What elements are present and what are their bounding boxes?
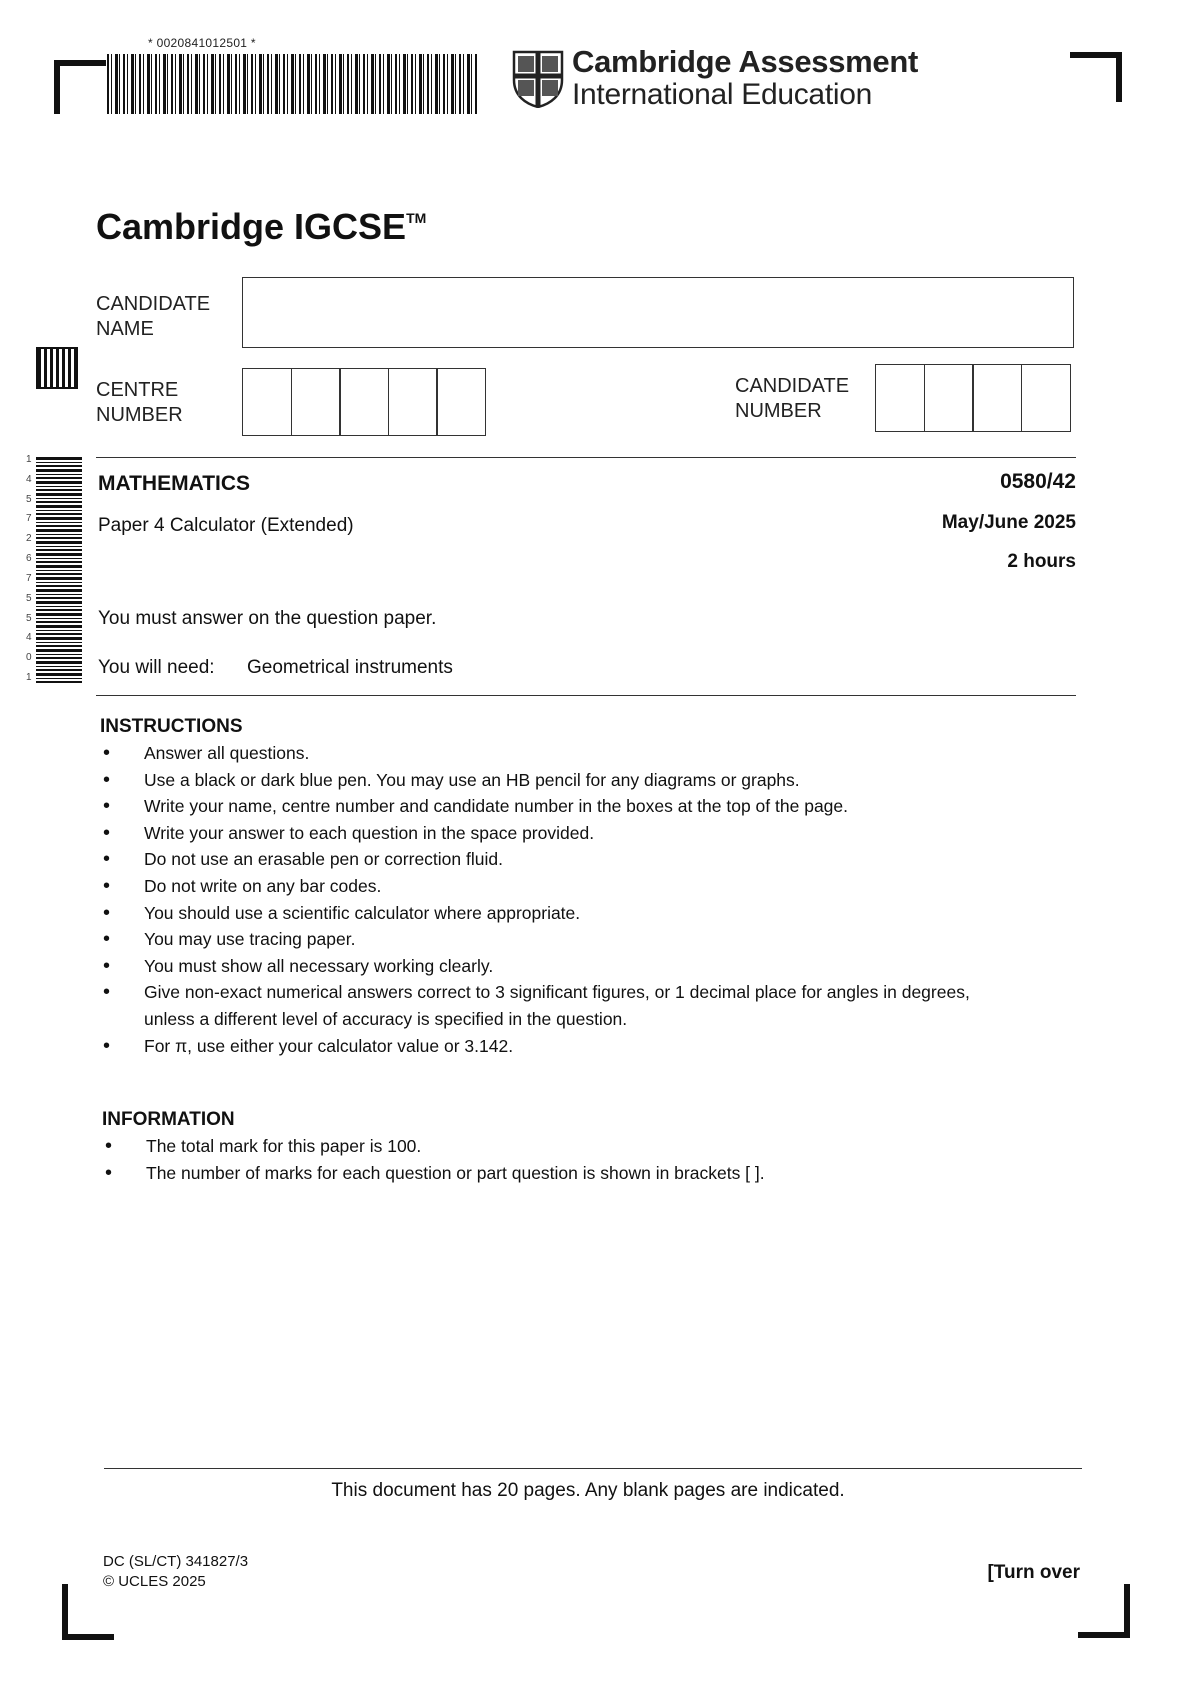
- qr-code: [36, 347, 78, 389]
- paper-title: Paper 4 Calculator (Extended): [98, 515, 354, 536]
- list-item: • Write your answer to each question in the space provided.: [98, 820, 1068, 847]
- exam-session: May/June 2025: [941, 512, 1076, 533]
- logo-line-1: Cambridge Assessment: [572, 44, 919, 79]
- centre-number-cell[interactable]: [436, 368, 486, 436]
- logo-line-2: International Education: [572, 78, 872, 111]
- candidate-number-cell[interactable]: [1021, 364, 1071, 432]
- barcode: [107, 54, 479, 114]
- information-title: INFORMATION: [102, 1109, 235, 1130]
- candidate-number-field[interactable]: [875, 364, 1071, 432]
- list-item: • Do not use an erasable pen or correction fluid.: [98, 846, 1068, 873]
- need-value: Geometrical instruments: [247, 657, 453, 678]
- exam-duration: 2 hours: [1007, 551, 1076, 572]
- centre-number-cell[interactable]: [291, 368, 341, 436]
- barcode-number: * 0020841012501 *: [148, 36, 256, 50]
- cambridge-crest-icon: [512, 50, 564, 108]
- list-item: • For π, use either your calculator value or 3.142.: [98, 1033, 1068, 1060]
- crop-mark-top-left: [54, 60, 106, 114]
- crop-mark-bottom-right: [1078, 1584, 1130, 1638]
- list-item: • Give non-exact numerical answers correct to 3 significant figures, or 1 decimal place for angles in degrees, unless a different level of accuracy is specified in the question.: [98, 979, 1024, 1032]
- candidate-name-label: CANDIDATE NAME: [96, 293, 211, 340]
- centre-number-label: CENTRE NUMBER: [96, 379, 183, 426]
- crop-mark-bottom-left: [62, 1584, 114, 1640]
- side-barcode-digits: 1 4 5 7 2 6 7 5 5 4 0 1: [26, 454, 32, 683]
- candidate-number-cell[interactable]: [924, 364, 974, 432]
- instructions-title: INSTRUCTIONS: [100, 716, 243, 737]
- list-item: • The total mark for this paper is 100.: [100, 1133, 1070, 1160]
- page-count-note: This document has 20 pages. Any blank pages are indicated.: [331, 1480, 845, 1501]
- information-list: [100, 1133, 1070, 1186]
- divider: [104, 1468, 1082, 1469]
- list-item: • Answer all questions.: [98, 740, 1068, 767]
- qualification-title: Cambridge IGCSE™: [96, 206, 427, 247]
- candidate-number-label: CANDIDATE NUMBER: [735, 375, 850, 422]
- list-item: • You must show all necessary working clearly.: [98, 953, 1068, 980]
- candidate-name-field[interactable]: [242, 277, 1074, 348]
- paper-code: 0580/42: [1000, 470, 1076, 493]
- list-item: • Write your name, centre number and candidate number in the boxes at the top of the page.: [98, 793, 1068, 820]
- candidate-number-cell[interactable]: [875, 364, 925, 432]
- need-label: You will need:: [98, 657, 215, 678]
- list-item: • The number of marks for each question or part question is shown in brackets [ ].: [100, 1160, 1070, 1187]
- answer-note: You must answer on the question paper.: [98, 608, 437, 629]
- list-item: • Do not write on any bar codes.: [98, 873, 1068, 900]
- side-barcode: [36, 455, 82, 683]
- document-code: DC (SL/CT) 341827/3 © UCLES 2025: [103, 1553, 249, 1590]
- centre-number-cell[interactable]: [242, 368, 292, 436]
- divider: [96, 457, 1076, 458]
- list-item: • You may use tracing paper.: [98, 926, 1068, 953]
- turn-over-note: [Turn over: [987, 1562, 1080, 1583]
- instructions-list: [98, 740, 1068, 1059]
- divider: [96, 695, 1076, 696]
- crop-mark-top-right: [1070, 52, 1122, 102]
- candidate-number-cell[interactable]: [972, 364, 1022, 432]
- subject: MATHEMATICS: [98, 472, 251, 495]
- list-item: • Use a black or dark blue pen. You may use an HB pencil for any diagrams or graphs.: [98, 767, 1068, 794]
- centre-number-cell[interactable]: [339, 368, 389, 436]
- list-item: • You should use a scientific calculator where appropriate.: [98, 900, 1068, 927]
- centre-number-cell[interactable]: [388, 368, 438, 436]
- centre-number-field[interactable]: [242, 368, 486, 436]
